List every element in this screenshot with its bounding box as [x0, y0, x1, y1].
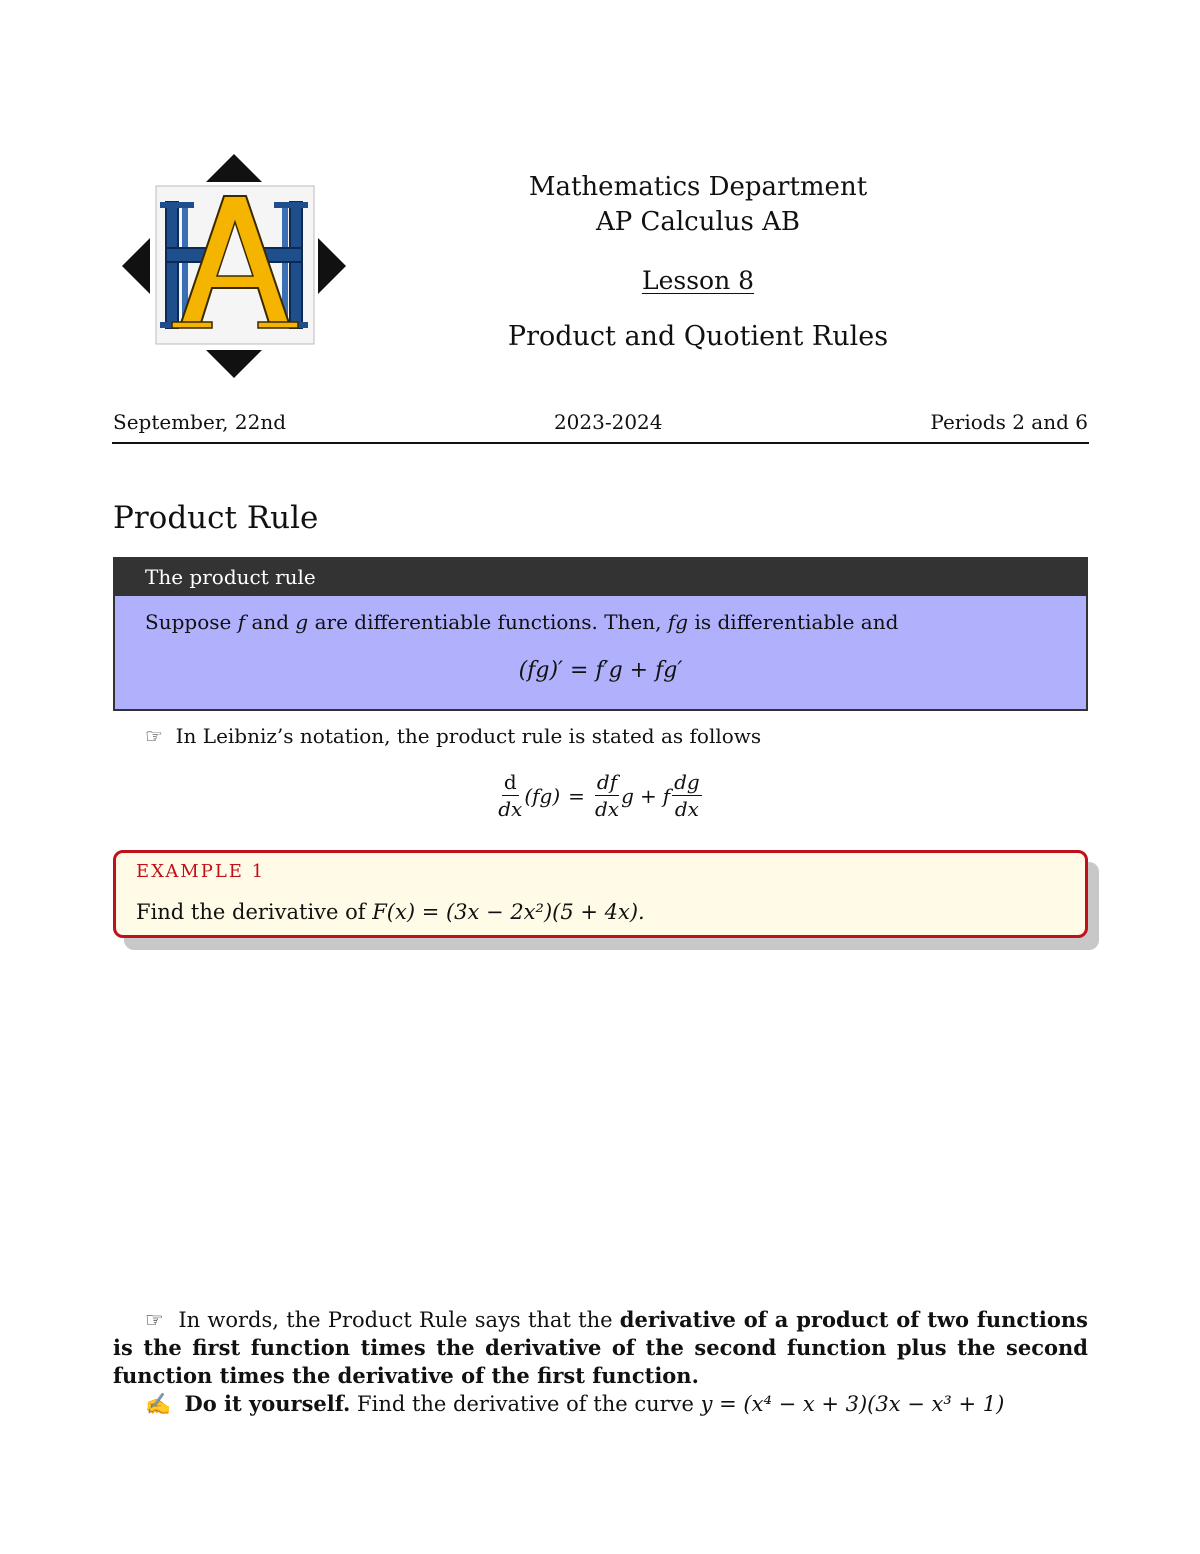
formula-term: (fg): [524, 783, 561, 808]
formula-plus: +: [639, 783, 657, 808]
writing-hand-icon: ✍: [145, 1392, 172, 1416]
example-text: Find the derivative of: [136, 900, 366, 924]
product-rule-statement: [115, 610, 1086, 634]
pointing-hand-icon: ☞: [145, 724, 163, 748]
course-name: AP Calculus AB: [595, 207, 801, 237]
exercise-line: [145, 1391, 1004, 1417]
frac-num: dg: [674, 770, 700, 794]
fraction-dg-dx: [672, 770, 702, 821]
frac-num: d: [503, 770, 517, 794]
fraction-d-dx: [498, 770, 522, 821]
lesson-number: [440, 265, 956, 297]
product-rule-formula: (fg)′ = f′g + fg′: [518, 658, 683, 683]
exercise-text: Find the derivative of the curve: [357, 1392, 694, 1416]
leibniz-note: [145, 724, 761, 748]
header-rule: [112, 442, 1089, 444]
pointing-hand-icon: ☞: [145, 1308, 164, 1332]
formula-term: f: [662, 783, 671, 808]
lesson-date: September, 22nd: [113, 410, 287, 434]
example-formula: F(x) = (3x − 2x²)(5 + 4x).: [372, 900, 645, 924]
formula-equals: =: [568, 783, 585, 808]
lesson-label: Lesson 8: [641, 266, 755, 295]
product-rule-box-title: The product rule: [115, 559, 1086, 596]
product-rule-box: [113, 557, 1088, 711]
var-g: g: [295, 610, 309, 634]
frac-den: dx: [498, 797, 523, 821]
var-f: f: [237, 610, 246, 634]
statement-text: are differentiable functions. Then,: [314, 610, 662, 634]
fraction-df-dx: [595, 770, 619, 821]
leibniz-note-text: In Leibniz’s notation, the product rule is stated as follows: [175, 724, 762, 748]
school-year: 2023-2024: [553, 410, 663, 434]
exercise-label: Do it yourself.: [184, 1391, 351, 1416]
example-title: EXAMPLE 1: [136, 861, 266, 882]
summary-text: In words, the Product Rule says that the: [178, 1308, 613, 1332]
frac-den: dx: [594, 797, 620, 821]
frac-den: dx: [674, 797, 699, 821]
frac-num: df: [596, 770, 618, 794]
statement-text: Suppose: [145, 610, 232, 634]
summary-bold-text: derivative of a product of two functions is the first function times the derivative of the second function plus the second function times the derivative of the first function.: [113, 1307, 1088, 1388]
meta-row: [113, 410, 1088, 434]
var-fg: fg: [667, 610, 689, 634]
section-title: Product Rule: [113, 500, 319, 536]
class-periods: Periods 2 and 6: [930, 410, 1088, 434]
leibniz-formula: [0, 770, 1200, 821]
school-logo: [120, 152, 348, 380]
example-box: [113, 850, 1088, 938]
statement-text: and: [251, 610, 290, 634]
exercise-formula: y = (x⁴ − x + 3)(3x − x³ + 1): [700, 1392, 1005, 1416]
example-body: [136, 900, 645, 924]
formula-term: g: [621, 783, 634, 808]
statement-text: is differentiable and: [694, 610, 899, 634]
product-rule-summary: [113, 1306, 1088, 1390]
lesson-title: Product and Quotient Rules: [507, 321, 889, 352]
department-name: Mathematics Department: [528, 172, 868, 202]
